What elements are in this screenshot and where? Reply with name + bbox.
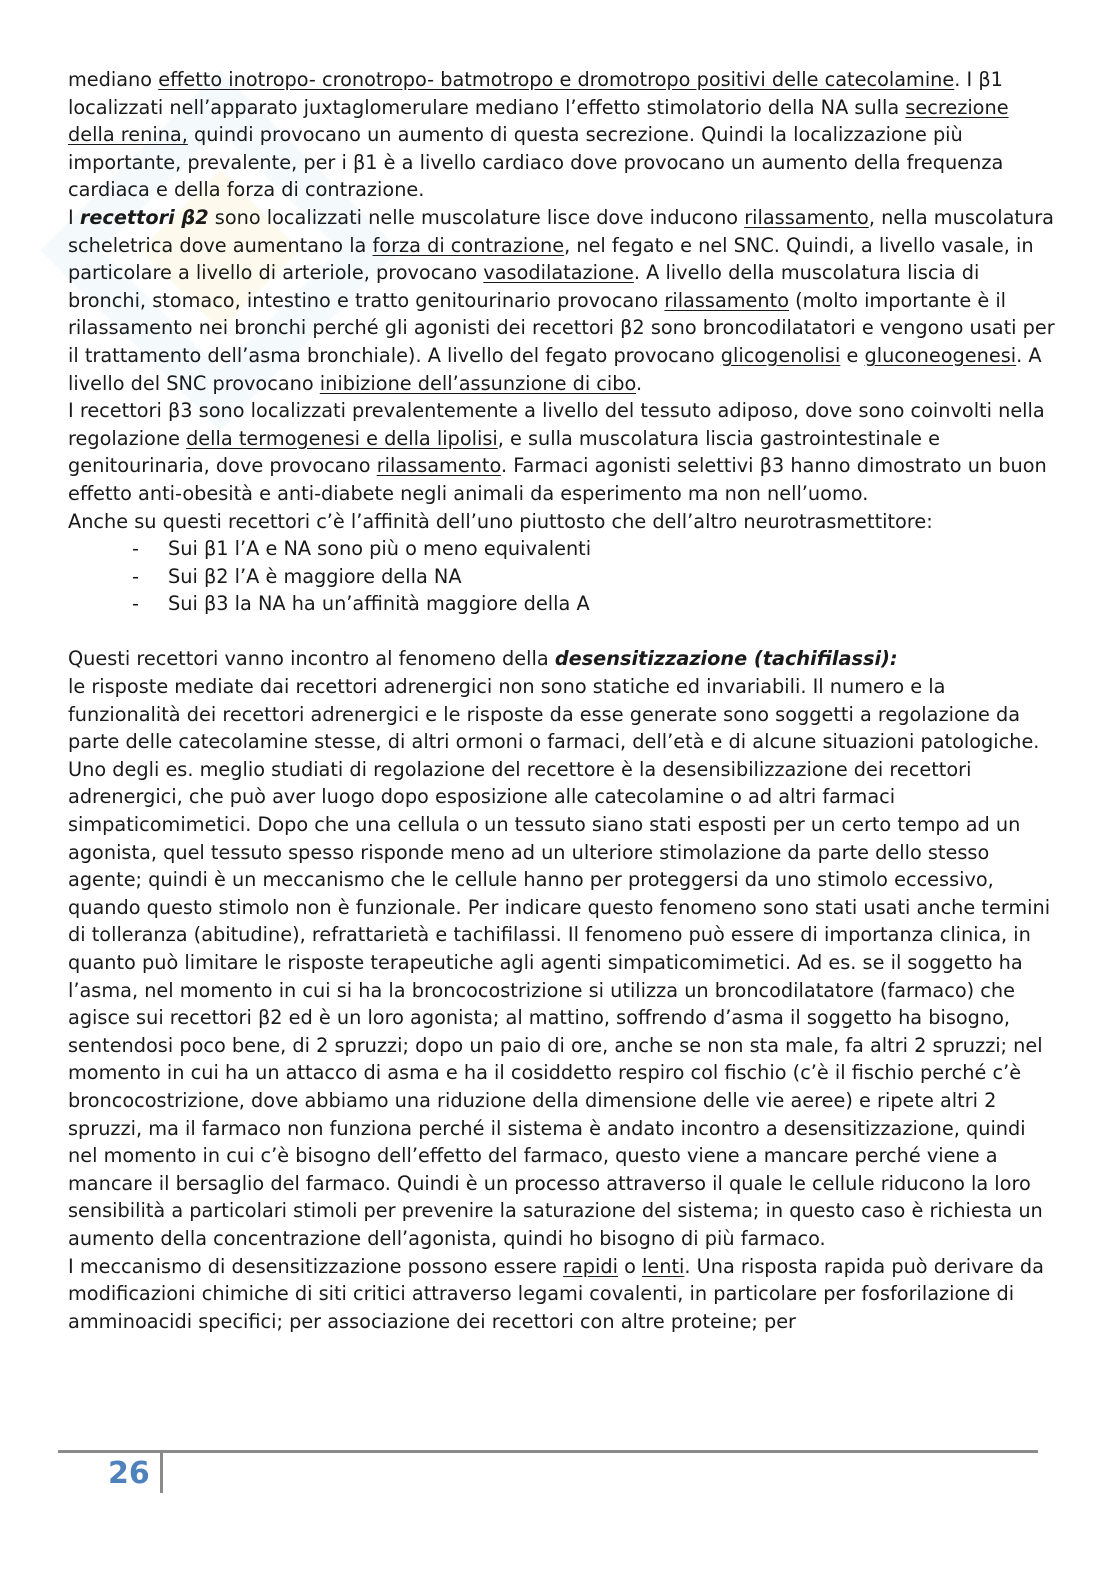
underlined-term: rilassamento (744, 205, 869, 229)
text-run: sono localizzati nelle muscolature lisce dove inducono (208, 205, 745, 229)
underlined-term: rapidi (563, 1254, 618, 1278)
list-item: - Sui β2 l’A è maggiore della NA (132, 563, 1058, 591)
document-body (68, 66, 1058, 1335)
underlined-term: effetto inotropo- cronotropo- batmotropo e dromotropo positivi delle catecolamine (158, 68, 955, 91)
text-run: . A livello del SNC provocano (68, 343, 1042, 395)
underlined-term: glicogenolisi (720, 343, 841, 367)
underlined-term: secrezione della renina, (68, 95, 1009, 147)
text-run: I meccanismo di desensitizzazione possono essere (68, 1254, 564, 1278)
text-run: , e sulla muscolatura liscia gastrointestinale e genitourinaria, dove provocano (68, 426, 941, 478)
bold-italic-term: recettori β2 (79, 205, 209, 229)
underlined-term: gluconeogenesi (864, 343, 1017, 367)
paragraph-beta1 (68, 66, 1058, 204)
bold-italic-term: desensitizzazione (tachifilassi): (554, 647, 898, 671)
text-run: Questi recettori vanno incontro al fenomeno della (68, 647, 555, 671)
text-run: , nella muscolatura scheletrica dove aumentano la (68, 205, 1054, 257)
list-item: - Sui β1 l’A e NA sono più o meno equivalenti (132, 535, 1058, 563)
underlined-term: rilassamento (664, 288, 789, 312)
paragraph-affinity: Anche su questi recettori c’è l’affinità dell’uno piuttosto che dell’altro neurotrasmettitore: (68, 509, 933, 533)
list-item: - Sui β3 la NA ha un’affinità maggiore della A (132, 590, 1058, 618)
text-run: . (635, 371, 643, 395)
text-run: , nel fegato e nel SNC. Quindi, a livello vasale, in particolare a livello di arteriole, provocano (68, 233, 1034, 285)
underlined-term: lenti (642, 1254, 685, 1278)
paragraph-desensitization-heading (68, 645, 1058, 673)
text-run: mediano (68, 68, 159, 91)
text-run: . I β1 localizzati nell’apparato juxtaglomerulare mediano l’effetto stimolatorio della NA sulla (68, 68, 1003, 119)
page-number: 26 (108, 1456, 150, 1491)
page-number-divider (160, 1453, 163, 1493)
underlined-term: vasodilatazione (483, 261, 634, 285)
paragraph-mechanisms (68, 1253, 1058, 1336)
text-run: (molto importante è il rilassamento nei bronchi perché gli agonisti dei recettori β2 sono broncodilatatori e vengono usati per il trattamento dell’asma bronchiale). A livello del fegato provocano (68, 288, 1055, 367)
blank-line (68, 618, 1058, 646)
text-run: o (617, 1254, 643, 1278)
text-run: e (840, 343, 865, 367)
affinity-list (68, 535, 1058, 618)
underlined-term: forza di contrazione (372, 233, 565, 257)
paragraph-beta2 (68, 204, 1058, 397)
text-run: . Una risposta rapida può derivare da modificazioni chimiche di siti critici attraverso legami covalenti, in particolare per fosforilazione di amminoacidi specifici; per associazione dei recettori con altre proteine; per (68, 1254, 1044, 1333)
paragraph-desensitization-body: le risposte mediate dai recettori adrenergici non sono statiche ed invariabili. Il numero e la funzionalità dei recettori adrenergici e le risposte da esse generate sono soggetti a regolazione da parte delle catecolamine stesse, di altri ormoni o farmaci, dell’età e di alcune situazioni patologiche. Uno degli es. meglio studiati di regolazione del recettore è la desensibilizzazione dei recettori adrenergici, che può aver luogo dopo esposizione alle catecolamine o ad altri farmaci simpaticomimetici. Dopo che una cellula o un tessuto siano stati esposti per un certo tempo ad un agonista, quel tessuto spesso risponde meno ad un ulteriore stimolazione da parte dello stesso agente; quindi è un meccanismo che le cellule hanno per proteggersi da uno stimolo eccessivo, quando questo stimolo non è funzionale. Per indicare questo fenomeno sono stati usati anche termini di tolleranza (abitudine), refrattarietà e tachifilassi. Il fenomeno può essere di importanza clinica, in quanto può limitare le risposte terapeutiche agli agenti simpaticomimetici. Ad es. se il soggetto ha l’asma, nel momento in cui si ha la broncocostrizione si utilizza un broncodilatatore (farmaco) che agisce sui recettori β2 ed è un loro agonista; al mattino, soffrendo d’asma il soggetto ha bisogno, sentendosi poco bene, di 2 spruzzi; dopo un paio di ore, anche se non sta male, fa altri 2 spruzzi; nel momento in cui ha un attacco di asma e ha il cosiddetto respiro col fischio (c’è il fischio perché c’è broncocostrizione, dove abbiamo una riduzione della dimensione delle vie aeree) e ripete altri 2 spruzzi, ma il farmaco non funziona perché il sistema è andato incontro a desensitizzazione, quindi nel momento in cui c’è bisogno dell’effetto del farmaco, questo viene a mancare perché viene a mancare il bersaglio del farmaco. Quindi è un processo attraverso il quale le cellule riducono la loro sensibilità a particolari stimoli per prevenire la saturazione del sistema; in questo caso è richiesta un aumento della concentrazione dell’agonista, quindi ho bisogno di più farmaco. (68, 675, 1051, 1250)
text-run: . Farmaci agonisti selettivi β3 hanno dimostrato un buon effetto anti-obesità e anti-diabete negli animali da esperimento ma non nell’uomo. (68, 454, 1047, 505)
paragraph-beta3 (68, 397, 1058, 507)
text-run: . A livello della muscolatura liscia di bronchi, stomaco, intestino e tratto genitourinario provocano (68, 261, 980, 312)
underlined-term: rilassamento (376, 454, 501, 478)
text-run: quindi provocano un aumento di questa secrezione. Quindi la localizzazione più importante, prevalente, per i β1 è a livello cardiaco dove provocano un aumento della frequenza cardiaca e della forza di contrazione. (68, 123, 1004, 202)
underlined-term: inibizione dell’assunzione di cibo (319, 371, 636, 395)
underlined-term: della termogenesi e della lipolisi (186, 426, 498, 450)
text-run: I recettori β3 sono localizzati prevalentemente a livello del tessuto adiposo, dove sono coinvolti nella regolazione (68, 399, 1045, 450)
footer-rule (58, 1450, 1038, 1453)
text-run: I (68, 205, 80, 229)
